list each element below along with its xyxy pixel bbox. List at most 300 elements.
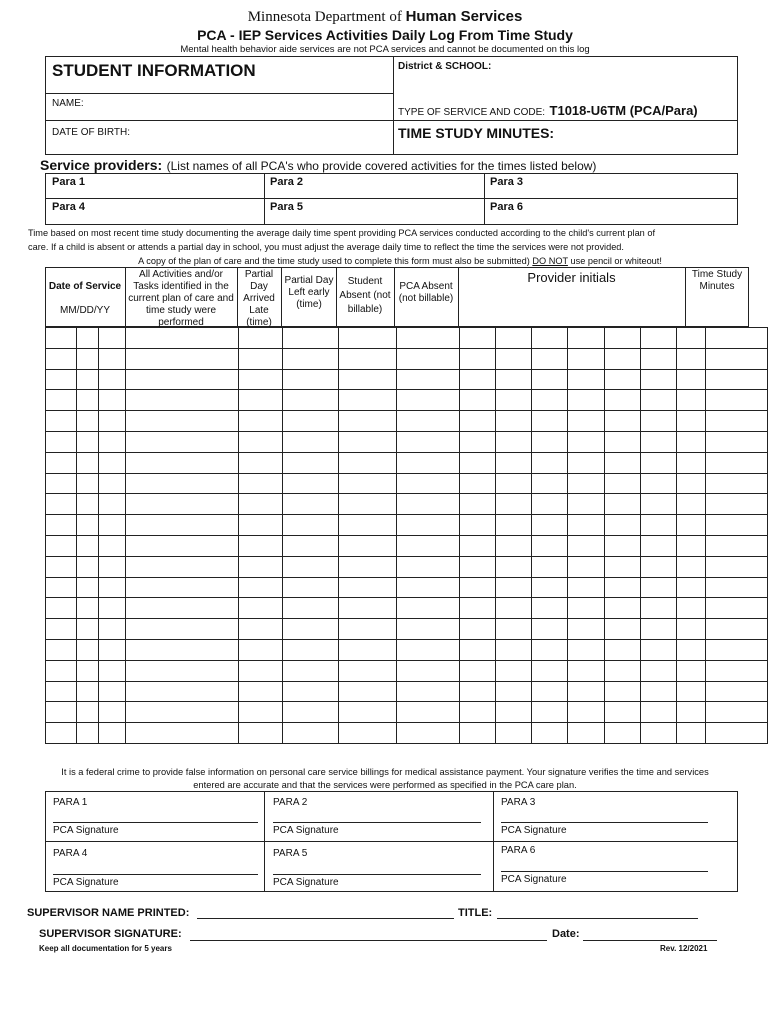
log-cell[interactable] [126, 452, 239, 473]
log-cell[interactable] [239, 556, 283, 577]
log-cell[interactable] [339, 723, 397, 744]
supervisor-signature-line[interactable] [190, 940, 547, 941]
log-cell[interactable] [460, 411, 496, 432]
log-cell[interactable] [641, 598, 677, 619]
log-cell[interactable] [46, 328, 77, 349]
log-cell[interactable] [239, 348, 283, 369]
log-cell[interactable] [283, 515, 339, 536]
log-cell[interactable] [397, 328, 460, 349]
log-cell[interactable] [532, 390, 568, 411]
sig-para-2-line[interactable] [273, 822, 481, 823]
log-cell[interactable] [339, 452, 397, 473]
log-cell[interactable] [496, 431, 532, 452]
log-cell[interactable] [99, 390, 126, 411]
log-cell[interactable] [126, 369, 239, 390]
log-cell[interactable] [460, 639, 496, 660]
log-cell[interactable] [283, 598, 339, 619]
sig-para-1-line[interactable] [53, 822, 258, 823]
log-cell[interactable] [99, 515, 126, 536]
log-cell[interactable] [283, 619, 339, 640]
log-cell[interactable] [46, 473, 77, 494]
log-cell[interactable] [677, 473, 706, 494]
log-cell[interactable] [46, 411, 77, 432]
log-cell[interactable] [641, 390, 677, 411]
log-cell[interactable] [46, 660, 77, 681]
log-cell[interactable] [397, 577, 460, 598]
log-cell[interactable] [496, 452, 532, 473]
log-cell[interactable] [339, 348, 397, 369]
log-cell[interactable] [677, 515, 706, 536]
log-cell[interactable] [605, 411, 641, 432]
log-cell[interactable] [496, 411, 532, 432]
log-cell[interactable] [532, 535, 568, 556]
log-cell[interactable] [77, 369, 99, 390]
log-cell[interactable] [568, 369, 605, 390]
log-cell[interactable] [605, 577, 641, 598]
log-cell[interactable] [397, 431, 460, 452]
log-cell[interactable] [496, 723, 532, 744]
log-cell[interactable] [339, 473, 397, 494]
log-cell[interactable] [99, 328, 126, 349]
log-cell[interactable] [99, 577, 126, 598]
log-cell[interactable] [677, 577, 706, 598]
log-cell[interactable] [339, 369, 397, 390]
log-cell[interactable] [46, 598, 77, 619]
log-cell[interactable] [460, 598, 496, 619]
log-cell[interactable] [77, 660, 99, 681]
log-cell[interactable] [706, 556, 768, 577]
log-cell[interactable] [397, 411, 460, 432]
log-cell[interactable] [46, 577, 77, 598]
log-cell[interactable] [532, 577, 568, 598]
log-cell[interactable] [99, 494, 126, 515]
log-cell[interactable] [99, 452, 126, 473]
log-cell[interactable] [99, 556, 126, 577]
log-cell[interactable] [605, 431, 641, 452]
log-cell[interactable] [706, 369, 768, 390]
log-cell[interactable] [77, 494, 99, 515]
log-cell[interactable] [532, 328, 568, 349]
log-cell[interactable] [706, 515, 768, 536]
log-cell[interactable] [46, 681, 77, 702]
log-cell[interactable] [126, 515, 239, 536]
log-cell[interactable] [283, 431, 339, 452]
log-cell[interactable] [605, 723, 641, 744]
log-cell[interactable] [283, 577, 339, 598]
log-cell[interactable] [532, 411, 568, 432]
log-cell[interactable] [677, 431, 706, 452]
log-cell[interactable] [397, 452, 460, 473]
log-cell[interactable] [239, 515, 283, 536]
log-cell[interactable] [239, 535, 283, 556]
log-cell[interactable] [568, 577, 605, 598]
log-cell[interactable] [239, 702, 283, 723]
log-cell[interactable] [283, 639, 339, 660]
log-cell[interactable] [605, 660, 641, 681]
log-cell[interactable] [568, 681, 605, 702]
log-cell[interactable] [568, 452, 605, 473]
log-cell[interactable] [706, 390, 768, 411]
log-cell[interactable] [126, 723, 239, 744]
log-cell[interactable] [339, 619, 397, 640]
log-cell[interactable] [605, 598, 641, 619]
log-cell[interactable] [46, 515, 77, 536]
log-cell[interactable] [605, 452, 641, 473]
log-cell[interactable] [239, 681, 283, 702]
log-cell[interactable] [126, 639, 239, 660]
log-cell[interactable] [568, 390, 605, 411]
sig-para-6-line[interactable] [501, 871, 708, 872]
log-cell[interactable] [496, 681, 532, 702]
log-cell[interactable] [460, 577, 496, 598]
log-cell[interactable] [397, 639, 460, 660]
log-cell[interactable] [77, 702, 99, 723]
log-cell[interactable] [77, 411, 99, 432]
sig-para-3-line[interactable] [501, 822, 708, 823]
log-cell[interactable] [126, 535, 239, 556]
log-cell[interactable] [283, 494, 339, 515]
log-cell[interactable] [496, 348, 532, 369]
log-cell[interactable] [605, 681, 641, 702]
log-cell[interactable] [99, 723, 126, 744]
log-cell[interactable] [397, 598, 460, 619]
log-cell[interactable] [283, 535, 339, 556]
log-cell[interactable] [532, 494, 568, 515]
log-cell[interactable] [706, 328, 768, 349]
log-cell[interactable] [77, 328, 99, 349]
log-cell[interactable] [605, 390, 641, 411]
log-cell[interactable] [397, 348, 460, 369]
log-cell[interactable] [677, 598, 706, 619]
log-cell[interactable] [460, 723, 496, 744]
sig-para-5-line[interactable] [273, 874, 481, 875]
log-cell[interactable] [568, 535, 605, 556]
log-cell[interactable] [46, 348, 77, 369]
log-cell[interactable] [339, 681, 397, 702]
log-cell[interactable] [532, 702, 568, 723]
log-cell[interactable] [460, 619, 496, 640]
log-cell[interactable] [126, 598, 239, 619]
log-cell[interactable] [397, 660, 460, 681]
log-cell[interactable] [126, 390, 239, 411]
log-cell[interactable] [677, 348, 706, 369]
log-cell[interactable] [677, 681, 706, 702]
log-cell[interactable] [46, 619, 77, 640]
log-cell[interactable] [568, 328, 605, 349]
log-cell[interactable] [605, 328, 641, 349]
log-cell[interactable] [677, 702, 706, 723]
log-cell[interactable] [46, 723, 77, 744]
log-cell[interactable] [605, 494, 641, 515]
log-cell[interactable] [99, 348, 126, 369]
log-cell[interactable] [283, 702, 339, 723]
log-cell[interactable] [126, 702, 239, 723]
log-cell[interactable] [496, 369, 532, 390]
log-cell[interactable] [77, 431, 99, 452]
log-cell[interactable] [126, 328, 239, 349]
log-cell[interactable] [339, 431, 397, 452]
log-cell[interactable] [339, 639, 397, 660]
log-cell[interactable] [706, 473, 768, 494]
log-cell[interactable] [532, 473, 568, 494]
log-cell[interactable] [397, 369, 460, 390]
log-cell[interactable] [283, 328, 339, 349]
log-cell[interactable] [641, 348, 677, 369]
log-cell[interactable] [496, 494, 532, 515]
log-cell[interactable] [460, 348, 496, 369]
log-cell[interactable] [496, 535, 532, 556]
log-cell[interactable] [46, 702, 77, 723]
log-cell[interactable] [677, 494, 706, 515]
log-cell[interactable] [126, 681, 239, 702]
log-cell[interactable] [126, 619, 239, 640]
log-cell[interactable] [283, 473, 339, 494]
log-cell[interactable] [677, 619, 706, 640]
log-cell[interactable] [239, 619, 283, 640]
log-cell[interactable] [239, 577, 283, 598]
log-cell[interactable] [339, 390, 397, 411]
log-cell[interactable] [641, 452, 677, 473]
log-cell[interactable] [496, 702, 532, 723]
log-cell[interactable] [460, 681, 496, 702]
log-cell[interactable] [239, 660, 283, 681]
log-cell[interactable] [283, 390, 339, 411]
log-cell[interactable] [641, 431, 677, 452]
log-cell[interactable] [677, 411, 706, 432]
log-cell[interactable] [239, 390, 283, 411]
log-cell[interactable] [460, 556, 496, 577]
log-cell[interactable] [641, 681, 677, 702]
log-cell[interactable] [460, 369, 496, 390]
log-cell[interactable] [706, 411, 768, 432]
log-cell[interactable] [496, 390, 532, 411]
log-cell[interactable] [339, 411, 397, 432]
log-cell[interactable] [99, 473, 126, 494]
log-cell[interactable] [239, 431, 283, 452]
log-cell[interactable] [99, 660, 126, 681]
log-cell[interactable] [532, 515, 568, 536]
log-cell[interactable] [532, 639, 568, 660]
log-cell[interactable] [641, 619, 677, 640]
log-cell[interactable] [605, 556, 641, 577]
log-cell[interactable] [706, 598, 768, 619]
log-cell[interactable] [568, 660, 605, 681]
log-cell[interactable] [339, 494, 397, 515]
log-cell[interactable] [99, 535, 126, 556]
log-cell[interactable] [283, 348, 339, 369]
log-cell[interactable] [605, 639, 641, 660]
log-cell[interactable] [605, 348, 641, 369]
log-cell[interactable] [126, 556, 239, 577]
log-cell[interactable] [532, 431, 568, 452]
log-cell[interactable] [397, 390, 460, 411]
log-cell[interactable] [706, 348, 768, 369]
log-cell[interactable] [460, 328, 496, 349]
log-cell[interactable] [339, 702, 397, 723]
log-cell[interactable] [339, 660, 397, 681]
log-cell[interactable] [706, 431, 768, 452]
log-cell[interactable] [397, 619, 460, 640]
log-cell[interactable] [568, 494, 605, 515]
log-cell[interactable] [460, 702, 496, 723]
log-cell[interactable] [568, 431, 605, 452]
log-cell[interactable] [77, 681, 99, 702]
log-cell[interactable] [397, 702, 460, 723]
log-cell[interactable] [460, 535, 496, 556]
log-cell[interactable] [496, 328, 532, 349]
log-cell[interactable] [532, 369, 568, 390]
log-cell[interactable] [706, 452, 768, 473]
log-cell[interactable] [532, 681, 568, 702]
log-cell[interactable] [568, 723, 605, 744]
log-cell[interactable] [706, 660, 768, 681]
log-cell[interactable] [496, 556, 532, 577]
log-cell[interactable] [641, 328, 677, 349]
log-cell[interactable] [46, 390, 77, 411]
log-cell[interactable] [605, 515, 641, 536]
log-cell[interactable] [532, 723, 568, 744]
log-cell[interactable] [605, 535, 641, 556]
supervisor-title-line[interactable] [497, 918, 698, 919]
log-cell[interactable] [706, 639, 768, 660]
log-cell[interactable] [641, 369, 677, 390]
log-cell[interactable] [46, 452, 77, 473]
log-cell[interactable] [496, 660, 532, 681]
log-cell[interactable] [568, 473, 605, 494]
log-cell[interactable] [568, 702, 605, 723]
log-cell[interactable] [77, 577, 99, 598]
log-cell[interactable] [239, 411, 283, 432]
log-cell[interactable] [532, 348, 568, 369]
log-cell[interactable] [532, 452, 568, 473]
log-cell[interactable] [283, 369, 339, 390]
log-cell[interactable] [239, 598, 283, 619]
log-cell[interactable] [46, 535, 77, 556]
log-cell[interactable] [532, 598, 568, 619]
log-cell[interactable] [239, 452, 283, 473]
log-cell[interactable] [677, 556, 706, 577]
log-cell[interactable] [641, 556, 677, 577]
log-cell[interactable] [641, 515, 677, 536]
log-cell[interactable] [46, 494, 77, 515]
log-cell[interactable] [46, 639, 77, 660]
log-cell[interactable] [397, 515, 460, 536]
log-cell[interactable] [706, 535, 768, 556]
log-cell[interactable] [460, 660, 496, 681]
log-cell[interactable] [568, 411, 605, 432]
log-cell[interactable] [641, 660, 677, 681]
log-cell[interactable] [239, 639, 283, 660]
log-cell[interactable] [77, 515, 99, 536]
log-cell[interactable] [568, 515, 605, 536]
log-cell[interactable] [641, 577, 677, 598]
log-cell[interactable] [532, 660, 568, 681]
log-cell[interactable] [496, 577, 532, 598]
log-cell[interactable] [706, 577, 768, 598]
log-cell[interactable] [339, 556, 397, 577]
log-cell[interactable] [77, 390, 99, 411]
log-cell[interactable] [283, 723, 339, 744]
log-cell[interactable] [99, 639, 126, 660]
log-cell[interactable] [99, 411, 126, 432]
log-cell[interactable] [605, 473, 641, 494]
log-cell[interactable] [239, 328, 283, 349]
log-cell[interactable] [283, 452, 339, 473]
log-cell[interactable] [283, 411, 339, 432]
log-cell[interactable] [239, 369, 283, 390]
log-cell[interactable] [77, 598, 99, 619]
log-cell[interactable] [46, 369, 77, 390]
log-cell[interactable] [568, 619, 605, 640]
log-cell[interactable] [641, 494, 677, 515]
log-cell[interactable] [99, 598, 126, 619]
log-cell[interactable] [677, 452, 706, 473]
log-cell[interactable] [77, 535, 99, 556]
log-cell[interactable] [77, 723, 99, 744]
log-cell[interactable] [496, 473, 532, 494]
log-cell[interactable] [706, 494, 768, 515]
log-cell[interactable] [126, 494, 239, 515]
log-cell[interactable] [605, 369, 641, 390]
log-cell[interactable] [126, 411, 239, 432]
log-cell[interactable] [77, 639, 99, 660]
log-cell[interactable] [239, 723, 283, 744]
log-cell[interactable] [496, 598, 532, 619]
log-cell[interactable] [677, 639, 706, 660]
log-cell[interactable] [283, 556, 339, 577]
log-cell[interactable] [641, 702, 677, 723]
log-cell[interactable] [339, 577, 397, 598]
log-cell[interactable] [460, 431, 496, 452]
log-cell[interactable] [706, 681, 768, 702]
log-cell[interactable] [532, 619, 568, 640]
log-cell[interactable] [706, 619, 768, 640]
log-cell[interactable] [460, 494, 496, 515]
log-cell[interactable] [677, 390, 706, 411]
log-cell[interactable] [126, 431, 239, 452]
log-cell[interactable] [99, 702, 126, 723]
log-cell[interactable] [677, 535, 706, 556]
log-cell[interactable] [677, 328, 706, 349]
log-cell[interactable] [77, 556, 99, 577]
log-cell[interactable] [397, 681, 460, 702]
log-cell[interactable] [460, 473, 496, 494]
log-cell[interactable] [397, 494, 460, 515]
log-cell[interactable] [641, 723, 677, 744]
log-cell[interactable] [99, 681, 126, 702]
log-cell[interactable] [641, 535, 677, 556]
supervisor-name-line[interactable] [197, 918, 454, 919]
log-cell[interactable] [397, 473, 460, 494]
log-cell[interactable] [99, 431, 126, 452]
log-cell[interactable] [46, 556, 77, 577]
supervisor-date-line[interactable] [583, 940, 717, 941]
log-cell[interactable] [641, 473, 677, 494]
log-cell[interactable] [706, 702, 768, 723]
log-cell[interactable] [397, 723, 460, 744]
log-cell[interactable] [532, 556, 568, 577]
log-cell[interactable] [126, 660, 239, 681]
log-cell[interactable] [605, 619, 641, 640]
log-cell[interactable] [677, 723, 706, 744]
log-cell[interactable] [568, 556, 605, 577]
log-cell[interactable] [339, 598, 397, 619]
log-cell[interactable] [605, 702, 641, 723]
log-cell[interactable] [339, 535, 397, 556]
log-cell[interactable] [283, 660, 339, 681]
log-cell[interactable] [126, 473, 239, 494]
log-cell[interactable] [677, 369, 706, 390]
